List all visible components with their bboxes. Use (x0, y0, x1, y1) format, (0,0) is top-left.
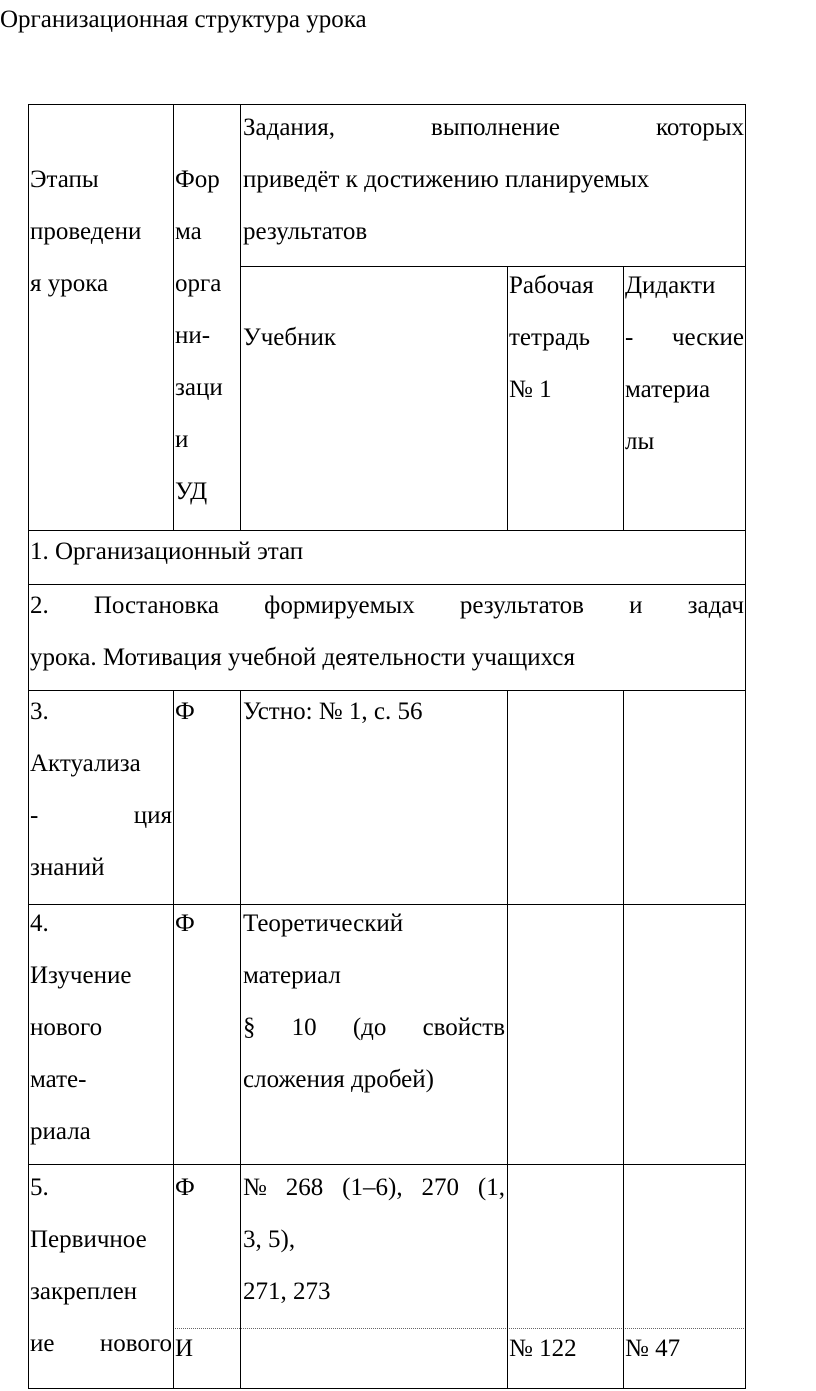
stage5-form-frontal: Ф (175, 1174, 195, 1201)
col1-line-header (173, 104, 174, 531)
col1-line-body (173, 690, 174, 1389)
stage5-didactic: № 47 (625, 1335, 681, 1362)
col4-line-header (623, 266, 624, 531)
col4-line-body (623, 690, 624, 1389)
stage2-text: 2. Постановка формируемых результатов и задач урока. Мотивация учебной деятельности учащихся (30, 592, 744, 671)
stage1-text: 1. Организационный этап (30, 538, 304, 565)
header-workbook-label: Рабочая тетрадь № 1 (509, 272, 594, 403)
stage3-textbook: Устно: № 1, с. 56 (243, 698, 423, 725)
stage4-name: 4. Изучение нового мате- риала (30, 910, 132, 1145)
stage4-textbook: Теоретический материал § 10 (до свойств сложения дробей) (243, 910, 505, 1093)
stage5-workbook: № 122 (509, 1335, 577, 1362)
stage5-textbook: № 268 (1–6), 270 (1, 3, 5), 271, 273 (243, 1174, 505, 1305)
table-border-right (745, 104, 746, 1389)
header-didactic-label: Дидакти - ческие материа лы (625, 272, 744, 455)
stage4-form: Ф (175, 910, 195, 937)
stage5-form-individual: И (175, 1335, 194, 1362)
col3-line-body (507, 690, 508, 1389)
header-form-label: Фор ма орга ни- заци и УД (175, 166, 223, 505)
col3-line-header (507, 266, 508, 531)
page-title: Организационная структура урока (0, 6, 367, 33)
header-tasks-label: Задания, выполнение которых приведёт к достижению планируемых результатов (243, 114, 744, 245)
col2-line-header (240, 104, 241, 531)
stage5-name: 5. Первичное закреплен ие нового (30, 1174, 172, 1357)
col2-line-body (240, 690, 241, 1389)
stage3-form: Ф (175, 698, 195, 725)
stage3-name: 3. Актуализа - ция знаний (30, 698, 172, 881)
table-border-bottom (28, 1388, 746, 1389)
header-textbook-label: Учебник (243, 324, 336, 351)
header-stages-label: Этапы проведени я урока (30, 166, 142, 297)
table-border-left (28, 104, 29, 1389)
